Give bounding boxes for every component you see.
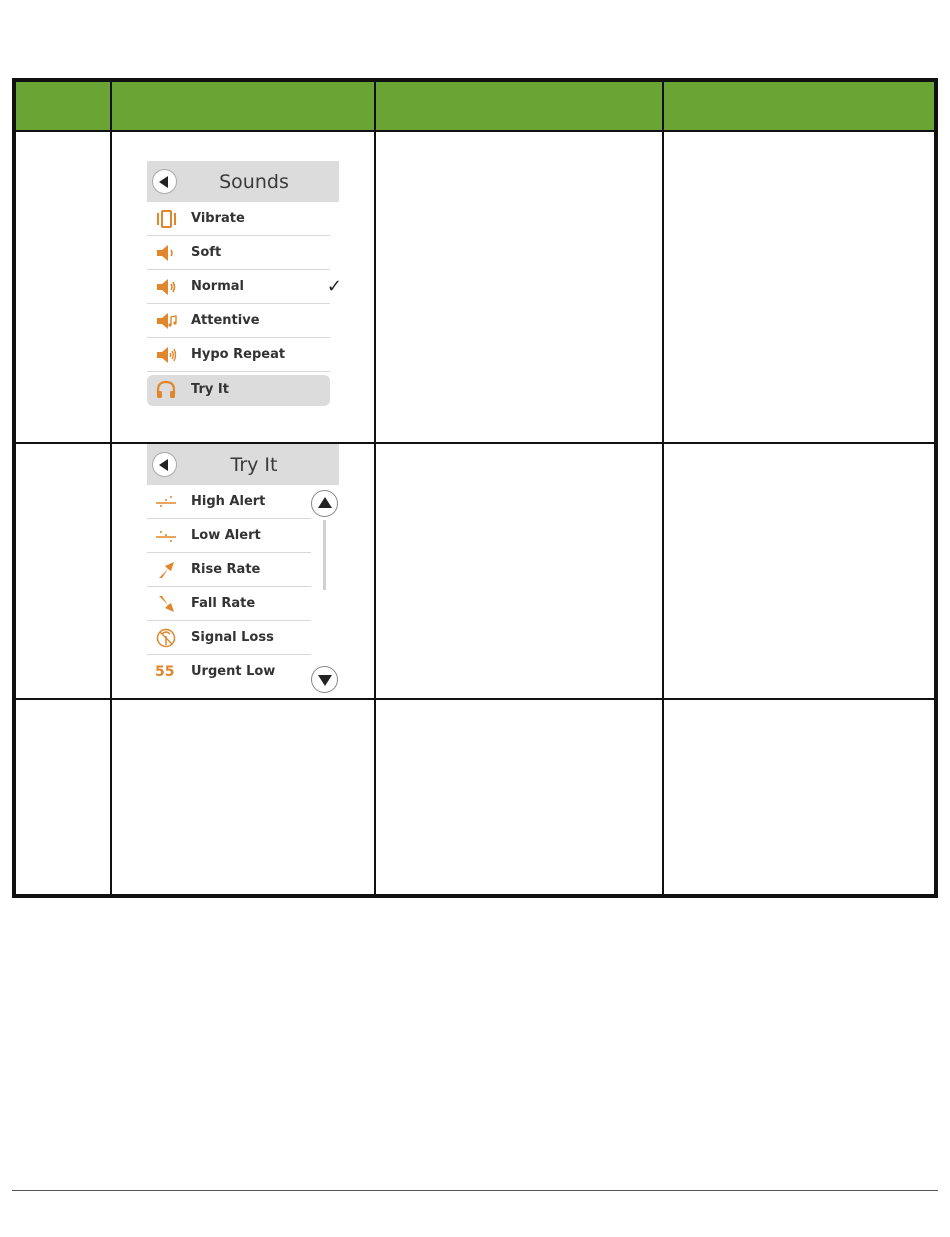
table-row-sounds	[16, 132, 934, 444]
try-it-item-label: Rise Rate	[191, 562, 261, 577]
try-it-item-label: Urgent Low	[191, 664, 276, 679]
sounds-item-try-it[interactable]	[147, 375, 330, 406]
try-it-item-rise-rate[interactable]	[147, 553, 311, 587]
sounds-screen	[147, 161, 342, 406]
sounds-item-label: Try It	[191, 382, 229, 397]
signal-loss-icon	[155, 628, 177, 648]
table-row-try-it	[16, 444, 934, 700]
table-row-empty	[16, 700, 934, 898]
footer-rule	[12, 1190, 938, 1191]
speaker-normal-icon	[155, 277, 177, 297]
column-divider	[662, 82, 664, 894]
scroll-track[interactable]	[323, 520, 326, 590]
sounds-item-label: Normal	[191, 279, 244, 294]
try-it-item-urgent-low[interactable]	[147, 655, 311, 689]
low-alert-icon	[155, 526, 177, 546]
try-it-item-signal-loss[interactable]	[147, 621, 311, 655]
sounds-item-soft[interactable]	[147, 236, 330, 270]
try-it-item-label: High Alert	[191, 494, 266, 509]
speaker-hypo-repeat-icon	[155, 345, 177, 365]
scroll-up-icon[interactable]	[311, 490, 338, 517]
fall-rate-arrow-icon	[155, 594, 177, 614]
try-it-title: Try It	[230, 454, 278, 476]
high-alert-icon	[155, 492, 177, 512]
sounds-item-vibrate[interactable]	[147, 202, 330, 236]
checkmark-icon: ✓	[326, 276, 342, 297]
try-it-title-bar	[147, 444, 339, 485]
sounds-item-label: Hypo Repeat	[191, 347, 286, 362]
scroll-down-icon[interactable]	[311, 666, 338, 693]
speaker-attentive-icon	[155, 311, 177, 331]
table-header-row	[16, 82, 934, 132]
sounds-item-attentive[interactable]	[147, 304, 330, 338]
column-divider	[374, 82, 376, 894]
sounds-title: Sounds	[219, 171, 289, 193]
sounds-item-label: Soft	[191, 245, 222, 260]
document-table	[12, 78, 938, 898]
sounds-item-label: Attentive	[191, 313, 260, 328]
rise-rate-arrow-icon	[155, 560, 177, 580]
try-it-item-low-alert[interactable]	[147, 519, 311, 553]
try-it-item-label: Low Alert	[191, 528, 261, 543]
try-it-item-label: Signal Loss	[191, 630, 274, 645]
sounds-item-hypo-repeat[interactable]	[147, 338, 330, 372]
try-it-item-fall-rate[interactable]	[147, 587, 311, 621]
speaker-soft-icon	[155, 243, 177, 263]
sounds-item-label: Vibrate	[191, 211, 245, 226]
try-it-item-high-alert[interactable]	[147, 485, 311, 519]
try-it-screen	[147, 444, 339, 689]
try-it-item-label: Fall Rate	[191, 596, 256, 611]
column-divider	[110, 82, 112, 894]
sounds-item-normal[interactable]	[147, 270, 342, 304]
headphones-icon	[155, 380, 177, 400]
vibrate-icon	[155, 209, 177, 229]
urgent-low-number: 55	[155, 664, 175, 680]
sounds-title-bar	[147, 161, 339, 202]
